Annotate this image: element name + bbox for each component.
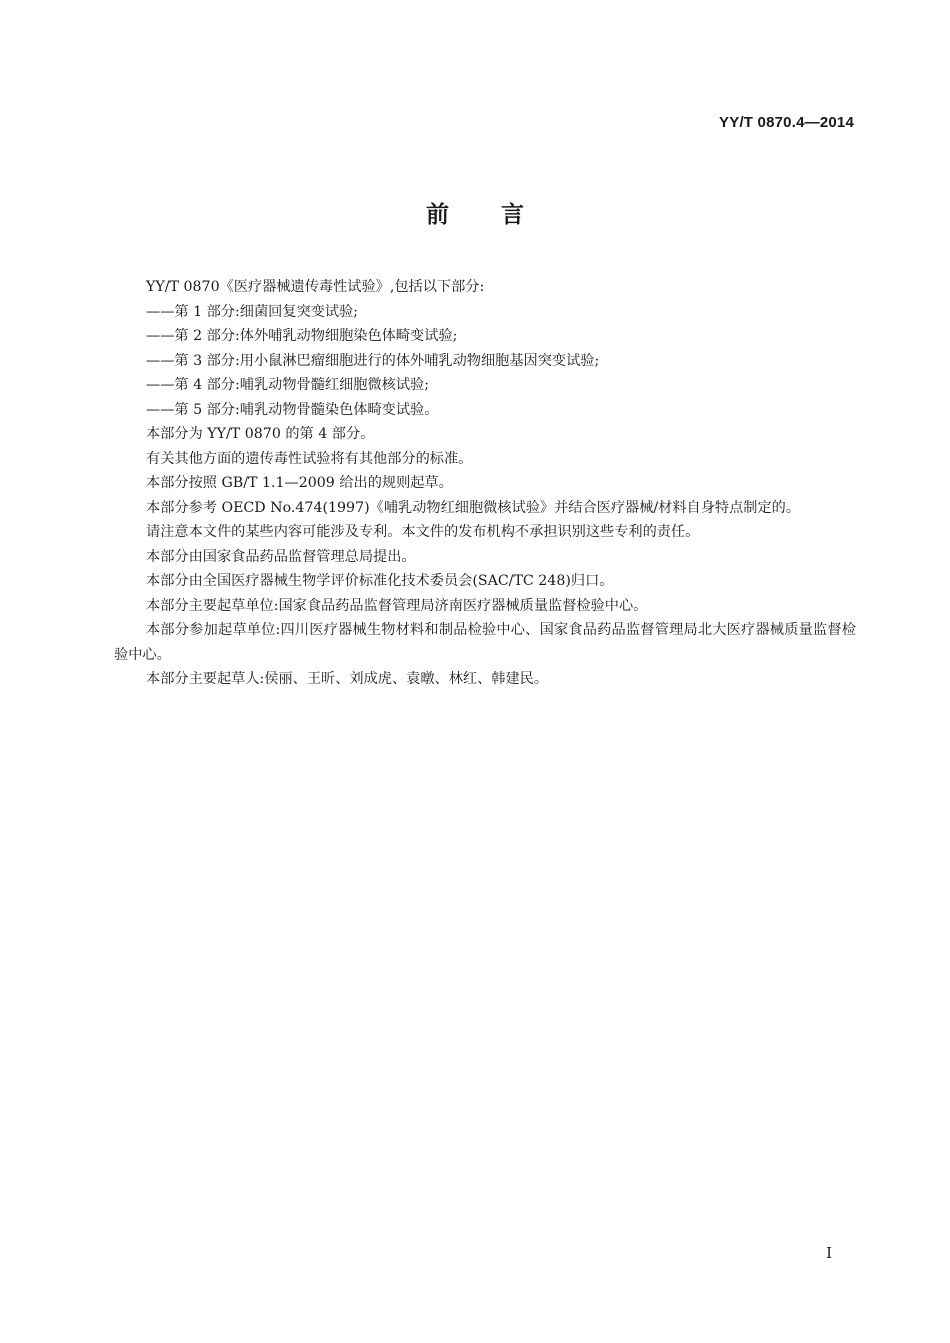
paragraph-committee: 本部分由全国医疗器械生物学评价标准化技术委员会(SAC/TC 248)归口。 [146,573,614,589]
paragraph-drafting-rules: 本部分按照 GB/T 1.1—2009 给出的规则起草。 [146,475,453,491]
page-title: 前言 [426,202,576,228]
paragraph-patent-notice: 请注意本文件的某些内容可能涉及专利。本文件的发布机构不承担识别这些专利的责任。 [146,524,700,540]
paragraph-other-tests: 有关其他方面的遗传毒性试验将有其他部分的标准。 [146,450,473,467]
paragraph-participating-units: 本部分参加起草单位:四川医疗器械生物材料和制品检验中心、国家食品药品监督管理局北大医疗器械质量监督检验中心。 [114,622,856,663]
document-body [114,275,856,692]
list-item-part-2: ——第 2 部分:体外哺乳动物细胞染色体畸变试验; [146,328,458,344]
paragraph-main-drafter-unit: 本部分主要起草单位:国家食品药品监督管理局济南医疗器械质量监督检验中心。 [146,597,648,614]
paragraph-intro: YY/T 0870《医疗器械遗传毒性试验》,包括以下部分: [146,279,485,295]
document-code: YY/T 0870.4—2014 [719,114,854,131]
paragraph-reference: 本部分参考 OECD No.474(1997)《哺乳动物红细胞微核试验》并结合医疗器械/材料自身特点制定的。 [146,499,801,516]
paragraph-part-statement: 本部分为 YY/T 0870 的第 4 部分。 [146,426,375,442]
list-item-part-3: ——第 3 部分:用小鼠淋巴瘤细胞进行的体外哺乳动物细胞基因突变试验; [146,352,600,369]
paragraph-proposer: 本部分由国家食品药品监督管理总局提出。 [146,548,416,565]
list-item-part-1: ——第 1 部分:细菌回复突变试验; [146,303,359,320]
page-number: I [826,1244,832,1262]
list-item-part-4: ——第 4 部分:哺乳动物骨髓红细胞微核试验; [146,377,429,393]
paragraph-drafters: 本部分主要起草人:侯丽、王昕、刘成虎、袁暾、林红、韩建民。 [146,671,549,687]
list-item-part-5: ——第 5 部分:哺乳动物骨髓染色体畸变试验。 [146,401,439,418]
